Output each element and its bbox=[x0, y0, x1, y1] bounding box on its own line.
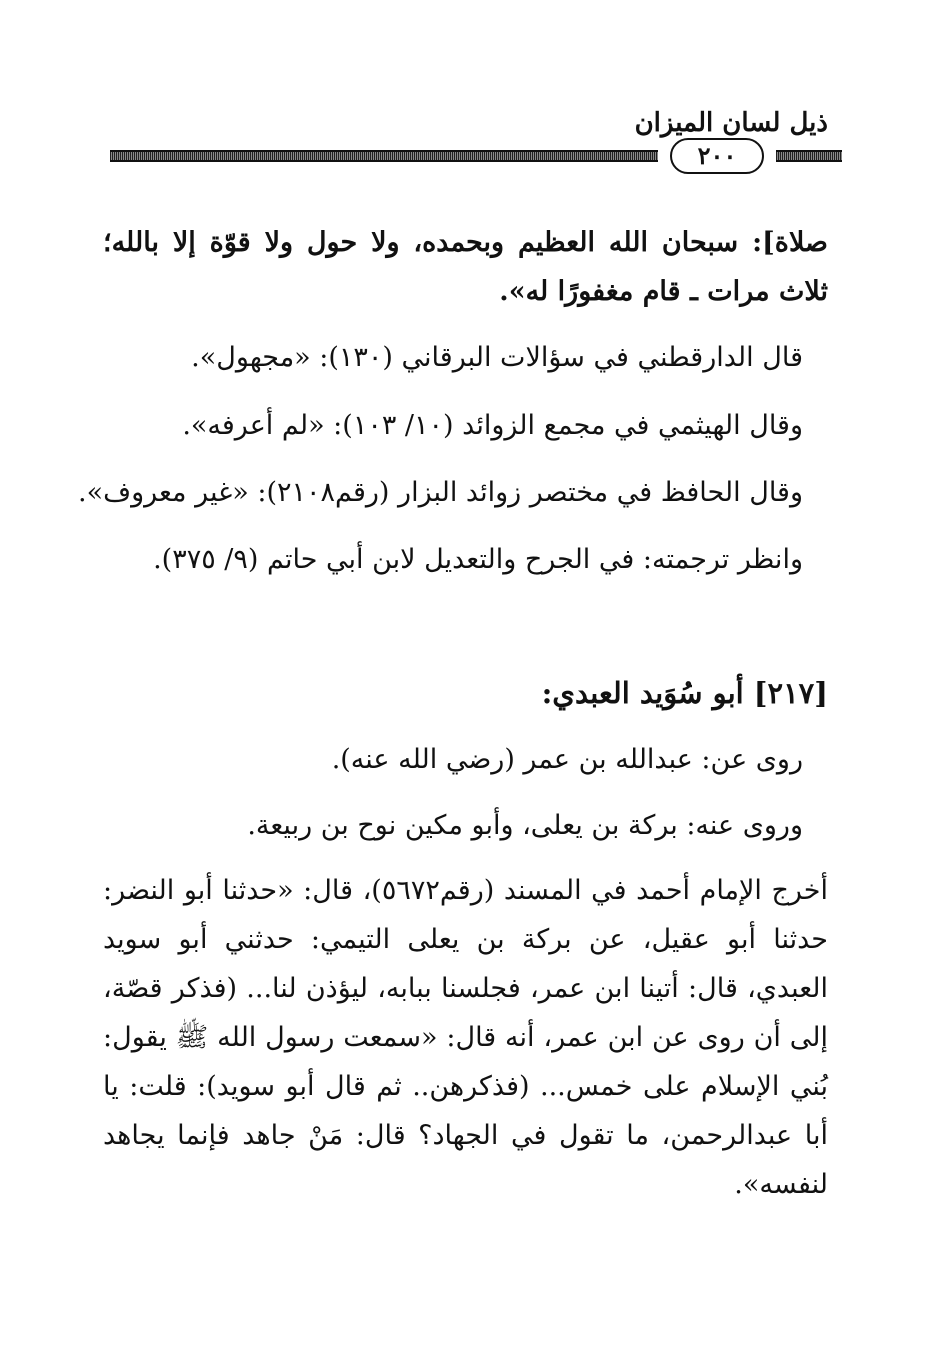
narrated-by: وروى عنه: بركة بن يعلى، وأبو مكين نوح بن ربيعة. bbox=[247, 810, 803, 841]
page-number: ٢٠٠ bbox=[670, 138, 764, 174]
running-title: ذيل لسان الميزان bbox=[634, 108, 828, 138]
hadith-paragraph: أخرج الإمام أحمد في المسند (رقم٥٦٧٢)، قال: «حدثنا أبو النضر: حدثنا أبو عقيل، عن بركة بن يعلى التيمي: حدثني أبو سويد العبدي، قال: أتينا ابن عمر، فجلسنا ببابه، ليؤذن لنا... (فذكر قصّة، إلى أن روى عن ابن عمر، أنه قال: «سمعت رسول الله ﷺ يقول: بُني الإسلام على خمس... (فذكرهن.. ثم قال أبو سويد): قلت: يا أبا عبدالرحمن، ما تقول في الجهاد؟ قال: مَنْ جاهد فإنما يجاهد لنفسه». bbox=[103, 875, 828, 1200]
opening-paragraph: صلاة]: سبحان الله العظيم وبحمده، ولا حول ولا قوّة إلا بالله؛ ثلاث مرات ـ قام مغفورًا له». bbox=[103, 227, 828, 307]
note-daraqutni: قال الدارقطني في سؤالات البرقاني (١٣٠): «مجهول». bbox=[191, 342, 803, 373]
narrated-from: روى عن: عبدالله بن عمر (رضي الله عنه). bbox=[331, 744, 803, 775]
note-haythami: وقال الهيثمي في مجمع الزوائد (١٠/ ١٠٣): «لم أعرفه». bbox=[182, 410, 803, 441]
header-rule-short bbox=[776, 150, 842, 162]
note-hafiz: وقال الحافظ في مختصر زوائد البزار (رقم٢١٠٨): «غير معروف». bbox=[77, 477, 803, 508]
entry-heading: [٢١٧] أبو سُوَيد العبدي: bbox=[541, 676, 828, 710]
note-see-also: وانظر ترجمته: في الجرح والتعديل لابن أبي حاتم (٩/ ٣٧٥). bbox=[153, 544, 803, 575]
header-rule bbox=[110, 150, 658, 162]
